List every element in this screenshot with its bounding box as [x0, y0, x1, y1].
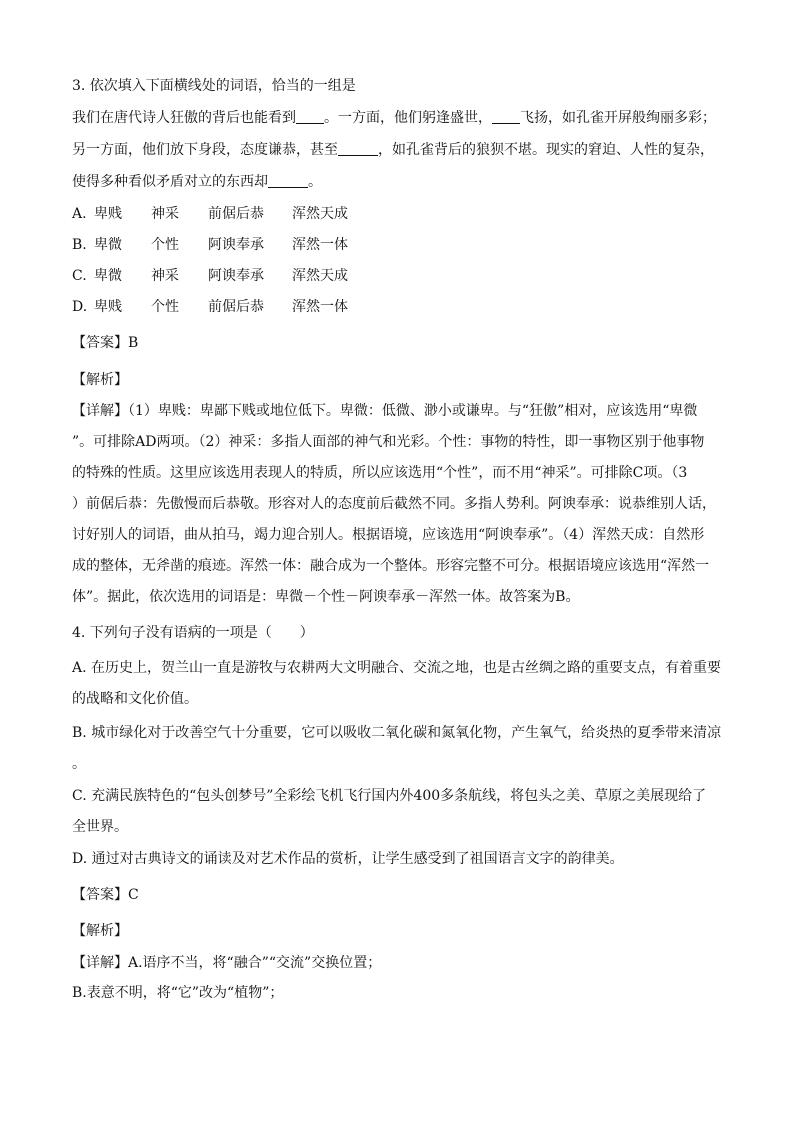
- q3-passage-line-2: 另一方面，他们放下身段，态度谦恭，甚至 ，如孔雀背后的狼狈不堪。现实的窘迫、人性的复杂，: [72, 142, 714, 158]
- q4-option-a-line-2: 的战略和文化价值。: [72, 691, 198, 707]
- q3-detail-line-2: ”。可排除AD两项。（2）神采：多指人面部的神气和光彩。个性：事物的特性，即一事物区别于他事物: [72, 434, 705, 450]
- q3-detail-line-4: ）前倨后恭：先傲慢而后恭敬。形容对人的态度前后截然不同。多指人势利。阿谀奉承：说恭维别人话，: [72, 496, 716, 512]
- q3-option-d[interactable]: D. 卑贱 个性 前倨后恭 浑然一体: [72, 299, 348, 315]
- q4-option-a-line-1[interactable]: A. 在历史上，贺兰山一直是游牧与农耕两大文明融合、交流之地，也是古丝绸之路的重要支点，有着重要: [72, 660, 722, 676]
- q4-stem: 4. 下列句子没有语病的一项是（ ）: [72, 625, 314, 641]
- q3-detail-line-5: 讨好别人的词语，曲从拍马，竭力迎合别人。根据语境，应该选用“阿谀奉承”。（4）浑然天成：自然形: [72, 527, 705, 543]
- q3-detail-line-6: 成的整体，无斧凿的痕迹。浑然一体：融合成为一个整体。形容完整不可分。根据语境应该选用“浑然一: [72, 558, 710, 574]
- q3-option-b[interactable]: B. 卑微 个性 阿谀奉承 浑然一体: [72, 237, 348, 253]
- fill-blank-3[interactable]: [338, 141, 378, 156]
- q3-option-a[interactable]: A. 卑贱 神采 前倨后恭 浑然天成: [72, 206, 348, 222]
- q3-passage-line-1: 我们在唐代诗人狂傲的背后也能看到 。一方面，他们躬逢盛世， 飞扬，如孔雀开屏般绚丽多彩；: [72, 110, 716, 126]
- fill-blank-4[interactable]: [268, 173, 308, 188]
- q3-passage-line-3: 使得多种看似矛盾对立的东西却 。: [72, 174, 322, 190]
- q3-detail-line-1: 【详解】（1）卑贱：卑鄙下贱或地位低下。卑微：低微、渺小或谦卑。与“狂傲”相对，应该选用“卑微: [72, 403, 698, 419]
- q3-analysis-heading: 【解析】: [72, 372, 128, 388]
- q4-option-b-line-2: 。: [72, 756, 86, 772]
- q3-detail-line-7: 体”。据此，依次选用的词语是：卑微－个性－阿谀奉承－浑然一体。故答案为B。: [72, 589, 580, 605]
- q4-option-b-line-1[interactable]: B. 城市绿化对于改善空气十分重要，它可以吸收二氧化碳和氮氧化物，产生氧气，给炎热的夏季带来清凉: [72, 725, 722, 741]
- q4-detail-line-2: B.表意不明，将“它”改为“植物”；: [72, 985, 284, 1001]
- q4-option-c-line-1[interactable]: C. 充满民族特色的“包头创梦号”全彩绘飞机飞行国内外400多条航线，将包头之美、草原之美展现给了: [72, 788, 707, 804]
- q4-analysis-heading: 【解析】: [72, 923, 128, 939]
- q4-detail-line-1: 【详解】A.语序不当，将“融合”“交流”交换位置；: [72, 955, 382, 971]
- q3-option-c[interactable]: C. 卑微 神采 阿谀奉承 浑然天成: [72, 268, 348, 284]
- q3-detail-line-3: 的特殊的性质。这里应该选用表现人的特质，所以应该选用“个性”，而不用“神采”。可排除C项。（3: [72, 465, 688, 481]
- fill-blank-1[interactable]: [296, 109, 324, 124]
- q3-answer: 【答案】B: [72, 335, 139, 351]
- q3-stem: 3. 依次填入下面横线处的词语，恰当的一组是: [72, 78, 356, 94]
- fill-blank-2[interactable]: [492, 109, 520, 124]
- q4-option-d-line-1[interactable]: D. 通过对古典诗文的诵读及对艺术作品的赏析，让学生感受到了祖国语言文字的韵律美。: [72, 851, 624, 867]
- q4-option-c-line-2: 全世界。: [72, 819, 128, 835]
- q4-answer: 【答案】C: [72, 887, 139, 903]
